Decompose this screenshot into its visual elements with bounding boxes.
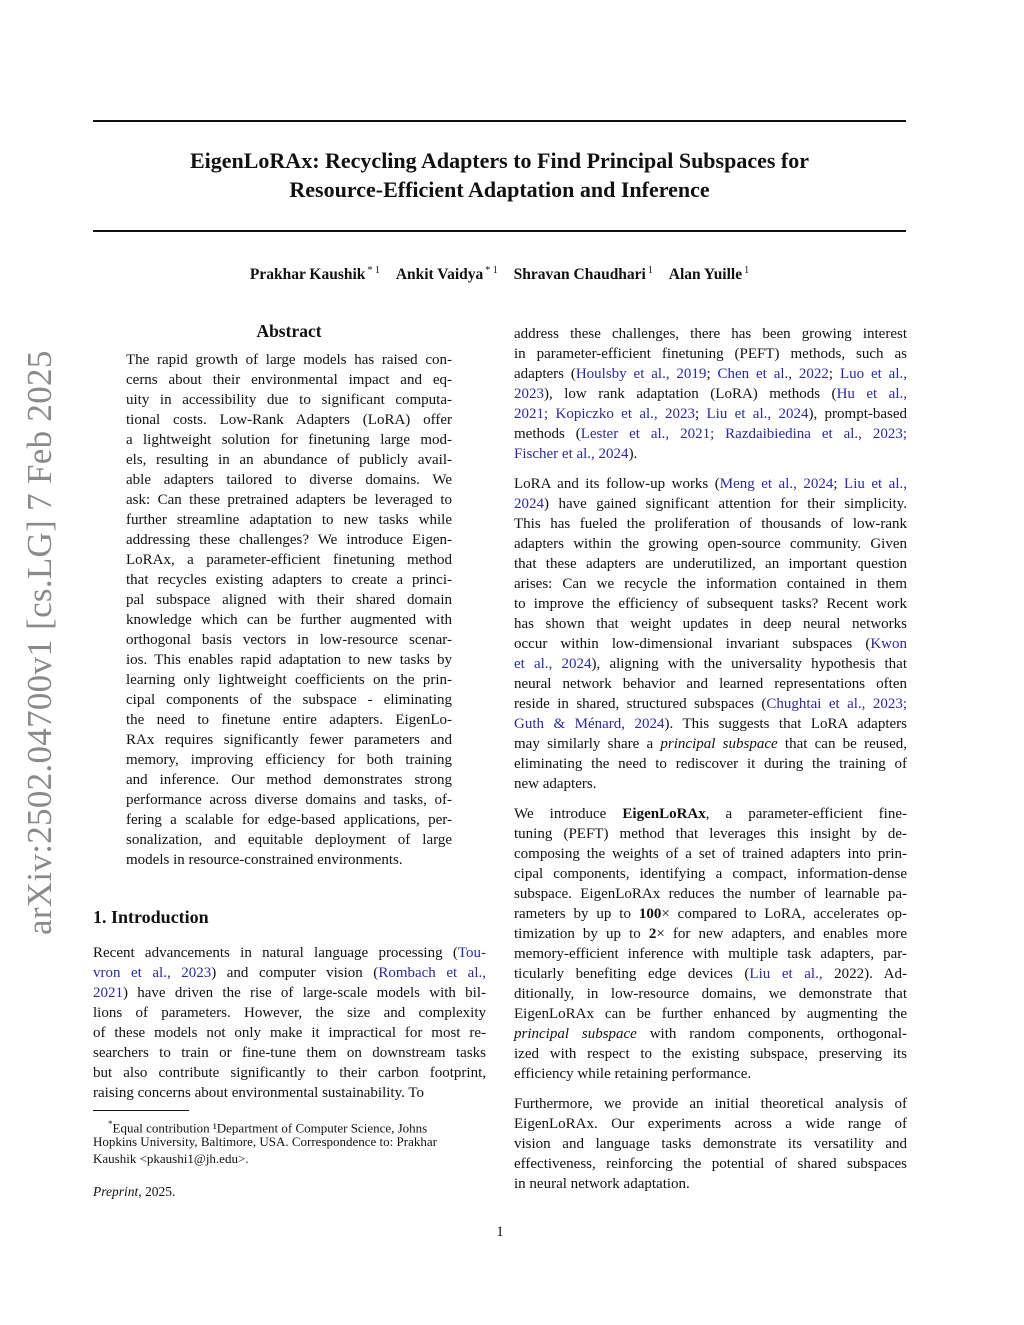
text-line: timization by up to 2× for new adapters, and enables more [514, 926, 907, 942]
text-line: adapters within the growing open-source community. Given [514, 536, 907, 552]
text-line: arises: Can we recycle the information contained in them [514, 576, 907, 592]
text-line: Fischer et al., 2024). [514, 446, 638, 462]
footnote-rule [93, 1110, 189, 1111]
text-line: effectiveness, reinforcing the potential of shared subspaces [514, 1156, 907, 1172]
text-line: ditionally, in low-resource domains, we demonstrate that [514, 986, 907, 1002]
text-line: of these models not only make it impractical for most re- [93, 1025, 486, 1041]
text-line: The rapid growth of large models has raised con- [126, 352, 452, 368]
text-line: rameters by up to 100× compared to LoRA, accelerates op- [514, 906, 907, 922]
text-line: We introduce EigenLoRAx, a parameter-efficient fine- [514, 806, 907, 822]
preprint-note: Preprint, 2025. [93, 1184, 176, 1199]
text-line: orthogonal basis vectors in low-resource scenar- [126, 632, 452, 648]
page-number: 1 [496, 1224, 504, 1240]
title-top-rule [93, 120, 906, 122]
text-line: eliminating the need to rediscover it during the training of [514, 756, 907, 772]
title-line-2: Resource-Efficient Adaptation and Inference [289, 177, 710, 202]
right-paragraph-3 [514, 804, 907, 1084]
text-line: ios. This enables rapid adaptation to new tasks by [126, 652, 452, 668]
text-line: EigenLoRAx. Our experiments across a wide range of [514, 1116, 907, 1132]
author: Prakhar Kaushik $^{* 1}$ [249, 265, 380, 284]
text-line: ized with respect to the existing subspace, preserving its [514, 1046, 907, 1062]
introduction-heading: 1. Introduction [93, 907, 209, 927]
text-line: models in resource-constrained environments. [126, 852, 403, 868]
text-line: 2021; Kopiczko et al., 2023; Liu et al., 2024), prompt-based [514, 406, 908, 422]
text-line: learning only lightweight coefficients on the prin- [126, 672, 452, 688]
text-line: 2023), low rank adaptation (LoRA) methods (Hu et al., [514, 386, 907, 402]
text-line: and inference. Our method demonstrates strong [126, 772, 452, 788]
text-line: further streamline adaptation to new tasks while [126, 512, 452, 528]
text-line: sonalization, and equitable deployment of large [126, 832, 452, 848]
title-line-1: EigenLoRAx: Recycling Adapters to Find Principal Subspaces for [189, 148, 810, 173]
text-line: principal subspace with random components, orthogonal- [514, 1026, 907, 1042]
introduction-body [93, 943, 486, 1103]
text-line: EigenLoRAx can be further enhanced by augmenting the [514, 1006, 907, 1022]
footnote-line: Kaushik <pkaushi1@jh.edu>. [93, 1151, 249, 1166]
text-line: Guth & Ménard, 2024). This suggests that LoRA adapters [514, 716, 907, 732]
author: Shravan Chaudhari $^1$ [513, 265, 653, 284]
text-line: performance across diverse domains and tasks, of- [126, 792, 452, 808]
text-line: subspace. EigenLoRAx reduces the number of learnable pa- [514, 886, 907, 902]
text-line: knowledge which can be further augmented with [126, 612, 452, 628]
text-line: to improve the efficiency of subsequent tasks? Recent work [514, 596, 907, 612]
paper-title [93, 146, 906, 204]
right-paragraph-1 [514, 324, 907, 464]
text-line: that recycles existing adapters to create a princi- [126, 572, 452, 588]
right-paragraph-4 [514, 1094, 907, 1194]
text-line: 2024) have gained significant attention for their simplicity. [514, 496, 907, 512]
abstract-body [126, 350, 452, 870]
text-line: vron et al., 2023) and computer vision (Rombach et al., [93, 965, 487, 981]
text-line: adapters (Houlsby et al., 2019; Chen et al., 2022; Luo et al., [514, 366, 907, 382]
text-line: may similarly share a principal subspace that can be reused, [514, 736, 907, 752]
text-line: in parameter-efficient finetuning (PEFT) methods, such as [514, 346, 907, 362]
text-line: that these adapters are underutilized, an important question [514, 556, 907, 572]
text-line: memory, improving efficiency for both training [126, 752, 452, 768]
text-line: Furthermore, we provide an initial theoretical analysis of [514, 1096, 907, 1112]
right-paragraph-2 [514, 474, 907, 794]
text-line: 2021) have driven the rise of large-scale models with bil- [93, 985, 486, 1001]
text-line: address these challenges, there has been growing interest [514, 326, 907, 342]
text-line: LoRAx, a parameter-efficient finetuning method [126, 552, 452, 568]
text-line: els, resulting in an abundance of publicly avail- [126, 452, 452, 468]
text-line: raising concerns about environmental sustainability. To [93, 1085, 424, 1101]
footnote-line: *Equal contribution ¹Department of Computer Science, Johns [108, 1119, 428, 1136]
arxiv-stamp: arXiv:2502.04700v1 [cs.LG] 7 Feb 2025 [20, 350, 59, 935]
footnote [93, 1116, 486, 1167]
text-line: efficiency while retaining performance. [514, 1066, 752, 1082]
text-line: ticularly benefiting edge devices (Liu et al., 2022). Ad- [514, 966, 907, 982]
author: Alan Yuille $^1$ [668, 265, 750, 284]
text-line: fering a scalable for edge-based applications, per- [126, 812, 452, 828]
text-line: neural network behavior and learned representations often [514, 676, 907, 692]
text-line: new adapters. [514, 776, 597, 792]
author-list [93, 265, 906, 284]
text-line: methods (Lester et al., 2021; Razdaibiedina et al., 2023; [514, 426, 907, 442]
text-line: the need to finetune entire adapters. EigenLo- [126, 712, 452, 728]
text-line: searchers to train or fine-tune them on downstream tasks [93, 1045, 486, 1061]
text-line: in neural network adaptation. [514, 1176, 690, 1192]
text-line: tional costs. Low-Rank Adapters (LoRA) offer [126, 412, 452, 428]
footnote-line: Hopkins University, Baltimore, USA. Correspondence to: Prakhar [93, 1134, 437, 1149]
text-line: reside in shared, structured subspaces (Chughtai et al., 2023; [514, 696, 907, 712]
text-line: pal subspace aligned with their shared domain [126, 592, 452, 608]
text-line: a lightweight solution for finetuning large mod- [126, 432, 452, 448]
text-line: RAx requires significantly fewer parameters and [126, 732, 452, 748]
text-line: Recent advancements in natural language processing (Tou- [93, 945, 486, 961]
text-line: tuning (PEFT) method that leverages this insight by de- [514, 826, 907, 842]
text-line: has shown that weight updates in deep neural networks [514, 616, 907, 632]
abstract-heading: Abstract [256, 321, 322, 341]
text-line: addressing these challenges? We introduce Eigen- [126, 532, 452, 548]
text-line: able adapters tailored to diverse domains. We [126, 472, 452, 488]
title-bottom-rule [93, 230, 906, 232]
author: Ankit Vaidya $^{* 1}$ [395, 265, 498, 284]
text-line: This has fueled the proliferation of thousands of low-rank [514, 516, 907, 532]
text-line: cipal components of the subspace - eliminating [126, 692, 452, 708]
text-line: occur within low-dimensional invariant subspaces (Kwon [514, 636, 907, 652]
text-line: uity in accessibility due to significant computa- [126, 392, 452, 408]
text-line: cipal components, identifying a compact, information-dense [514, 866, 907, 882]
text-line: memory-efficient inference with multiple task adapters, par- [514, 946, 907, 962]
text-line: cerns about their environmental impact and eq- [126, 372, 452, 388]
text-line: vision and language tasks demonstrate its versatility and [514, 1136, 907, 1152]
text-line: lions of parameters. However, the size and complexity [93, 1005, 486, 1021]
text-line: LoRA and its follow-up works (Meng et al., 2024; Liu et al., [514, 476, 907, 492]
text-line: et al., 2024), aligning with the universality hypothesis that [514, 656, 907, 672]
text-line: composing the weights of a set of trained adapters into prin- [514, 846, 907, 862]
text-line: but also contribute significantly to their carbon footprint, [93, 1065, 486, 1081]
text-line: ask: Can these pretrained adapters be leveraged to [126, 492, 452, 508]
